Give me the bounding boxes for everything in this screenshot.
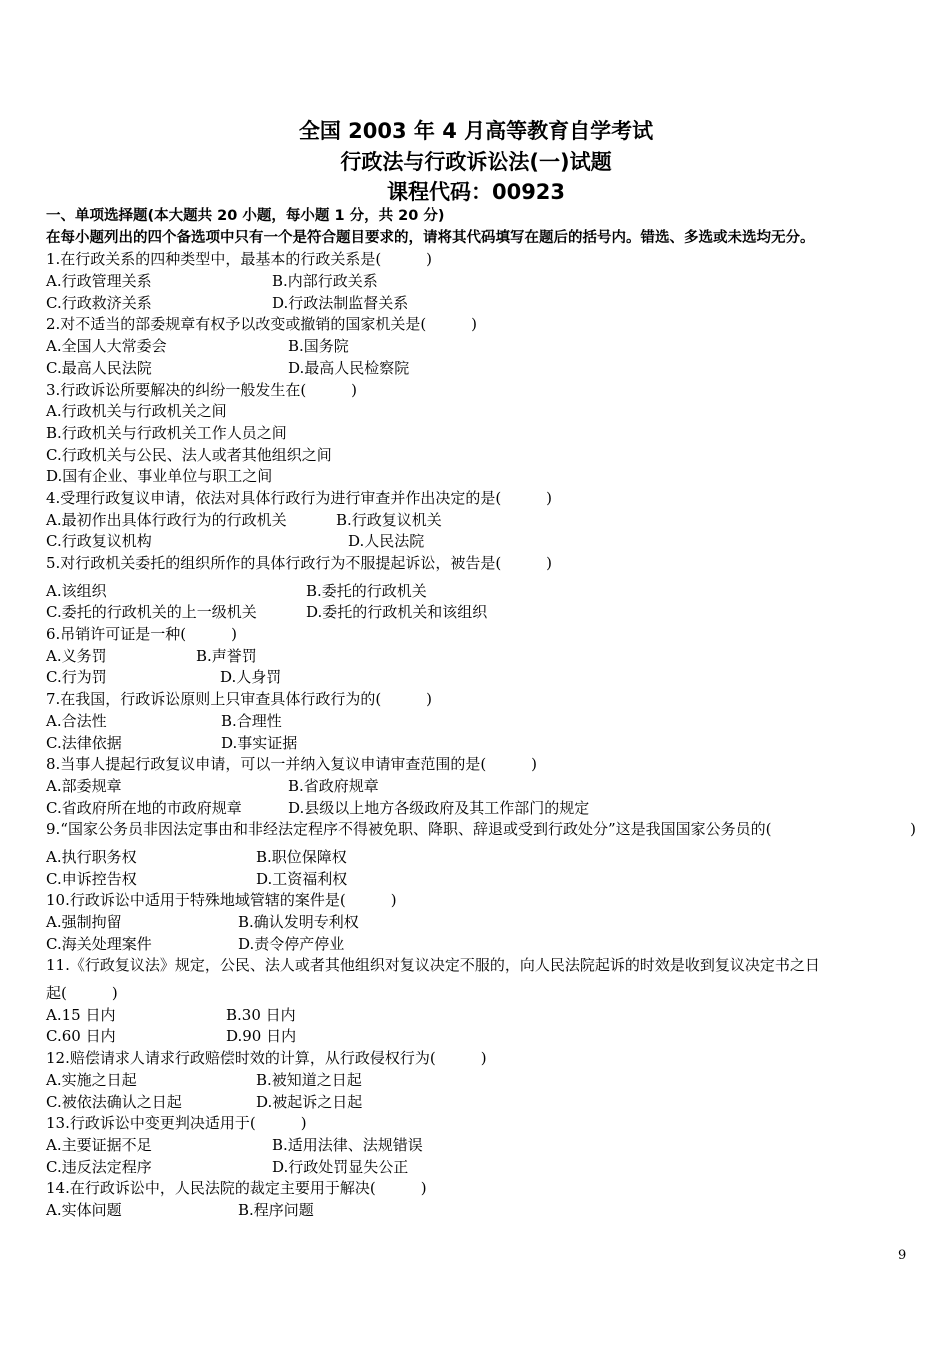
question-section [46,206,916,1222]
option: B.职位保障权 [256,847,347,866]
option: D.行政法制监督关系 [272,293,409,312]
option-row [46,1026,916,1048]
option: C.行政复议机构 [46,532,152,551]
option: B.声誉罚 [196,646,257,665]
question-stem: 1.在行政关系的四种类型中，最基本的行政关系是( ) [46,250,433,269]
option-row [46,531,916,553]
option: D.人身罚 [220,668,282,687]
option: B.国务院 [288,337,349,356]
option: D.最高人民检察院 [288,358,410,377]
section-instruction: 在每小题列出的四个备选项中只有一个是符合题目要求的，请将其代码填写在题后的括号内。错选、多选或未选均无分。 [46,229,815,246]
option: C.违反法定程序 [46,1157,152,1176]
option: C.行为罚 [46,668,107,687]
option: A.实施之日起 [46,1070,137,1089]
option: C.法律依据 [46,733,122,752]
question-stem: 10.行政诉讼中适用于特殊地域管辖的案件是( ) [46,891,397,910]
option-row [46,293,916,315]
option: A.部委规章 [46,776,122,795]
option-row [46,602,916,624]
option: C.行政救济关系 [46,293,152,312]
option: B.省政府规章 [288,776,379,795]
option-row [46,912,916,934]
question-stem: 4.受理行政复议申请，依法对具体行政行为进行审查并作出决定的是( ) [46,488,553,507]
question-stem: 14.在行政诉讼中，人民法院的裁定主要用于解决( ) [46,1179,427,1198]
option: A.15 日内 [46,1005,116,1024]
option: D.国有企业、事业单位与职工之间 [46,467,273,486]
option: C.60 日内 [46,1027,116,1046]
option: B.被知道之日起 [256,1070,362,1089]
option-row [46,336,916,358]
option: A.强制拘留 [46,913,122,932]
question-stem: 12.赔偿请求人请求行政赔偿时效的计算，从行政侵权行为( ) [46,1049,487,1068]
option-row [46,510,916,532]
option: A.义务罚 [46,646,107,665]
option: D.工资福利权 [256,869,348,888]
page-number: 9 [898,1248,907,1263]
option-row [46,1157,916,1179]
option: D.县级以上地方各级政府及其工作部门的规定 [288,798,590,817]
option: D.责令停产停业 [238,934,345,953]
answer-bracket-close: ) [910,820,916,839]
option-row [46,733,916,755]
option-row [46,847,916,869]
option: A.行政机关与行政机关之间 [46,402,227,421]
option: A.合法性 [46,711,107,730]
option-row [46,667,916,689]
question-stem: 2.对不适当的部委规章有权予以改变或撤销的国家机关是( ) [46,315,478,334]
option: A.执行职务权 [46,847,137,866]
section-title: 一、单项选择题(本大题共 20 小题，每小题 1 分，共 20 分) [46,208,445,224]
option-row [46,1092,916,1114]
option-row [46,1200,916,1222]
option: B.合理性 [221,711,282,730]
option: C.委托的行政机关的上一级机关 [46,603,257,622]
option: C.最高人民法院 [46,358,152,377]
question-stem: 7.在我国，行政诉讼原则上只审查具体行政行为的( ) [46,690,433,709]
course-code: 课程代码：00923 [386,180,566,204]
option: B.程序问题 [238,1200,314,1219]
option-row [46,1070,916,1092]
option: A.该组织 [46,581,107,600]
option: D.人民法院 [348,532,425,551]
option: A.最初作出具体行政行为的行政机关 [46,510,287,529]
question-stem-continued: 起( ) [46,984,118,1003]
option: B.内部行政关系 [272,272,378,291]
option-row [46,358,916,380]
exam-title: 全国 2003 年 4 月高等教育自学考试 [298,119,654,143]
option: C.申诉控告权 [46,869,137,888]
option: A.实体问题 [46,1200,122,1219]
option-row [46,1135,916,1157]
option: D.委托的行政机关和该组织 [306,603,488,622]
option: B.适用法律、法规错误 [272,1135,423,1154]
option-row [46,798,916,820]
option: A.全国人大常委会 [46,337,167,356]
option: C.行政机关与公民、法人或者其他组织之间 [46,445,332,464]
option: D.行政处罚显失公正 [272,1157,409,1176]
option: B.确认发明专利权 [238,913,359,932]
question-stem: 11.《行政复议法》规定，公民、法人或者其他组织对复议决定不服的，向人民法院起诉的时效是收到复议决定书之日 [46,956,820,975]
option: C.海关处理案件 [46,934,152,953]
question-stem: 5.对行政机关委托的组织所作的具体行政行为不服提起诉讼，被告是( ) [46,554,553,573]
option-row [46,869,916,891]
question-stem: 3.行政诉讼所要解决的纠纷一般发生在( ) [46,380,358,399]
option-row [46,646,916,668]
option: A.主要证据不足 [46,1135,152,1154]
question-stem: 8.当事人提起行政复议申请，可以一并纳入复议申请审查范围的是( ) [46,755,538,774]
option-row [46,776,916,798]
question-stem: 13.行政诉讼中变更判决适用于( ) [46,1114,307,1133]
option: C.省政府所在地的市政府规章 [46,798,242,817]
option: C.被依法确认之日起 [46,1092,182,1111]
question-stem: 9.“国家公务员非因法定事由和非经法定程序不得被免职、降职、辞退或受到行政处分”这是我国国家公务员的( [46,820,772,839]
option: D.90 日内 [226,1027,297,1046]
option-row [46,581,916,603]
option-row [46,711,916,733]
option-row [46,271,916,293]
question-stem: 6.吊销许可证是一种( ) [46,625,238,644]
option: B.行政复议机关 [336,510,442,529]
option: D.事实证据 [221,733,298,752]
option: B.行政机关与行政机关工作人员之间 [46,423,287,442]
option-row [46,1005,916,1027]
option: D.被起诉之日起 [256,1092,363,1111]
exam-subject: 行政法与行政诉讼法(一)试题 [340,150,612,174]
question-stem-row [46,819,916,841]
option: A.行政管理关系 [46,272,152,291]
option-row [46,934,916,956]
option: B.30 日内 [226,1005,296,1024]
option: B.委托的行政机关 [306,581,427,600]
